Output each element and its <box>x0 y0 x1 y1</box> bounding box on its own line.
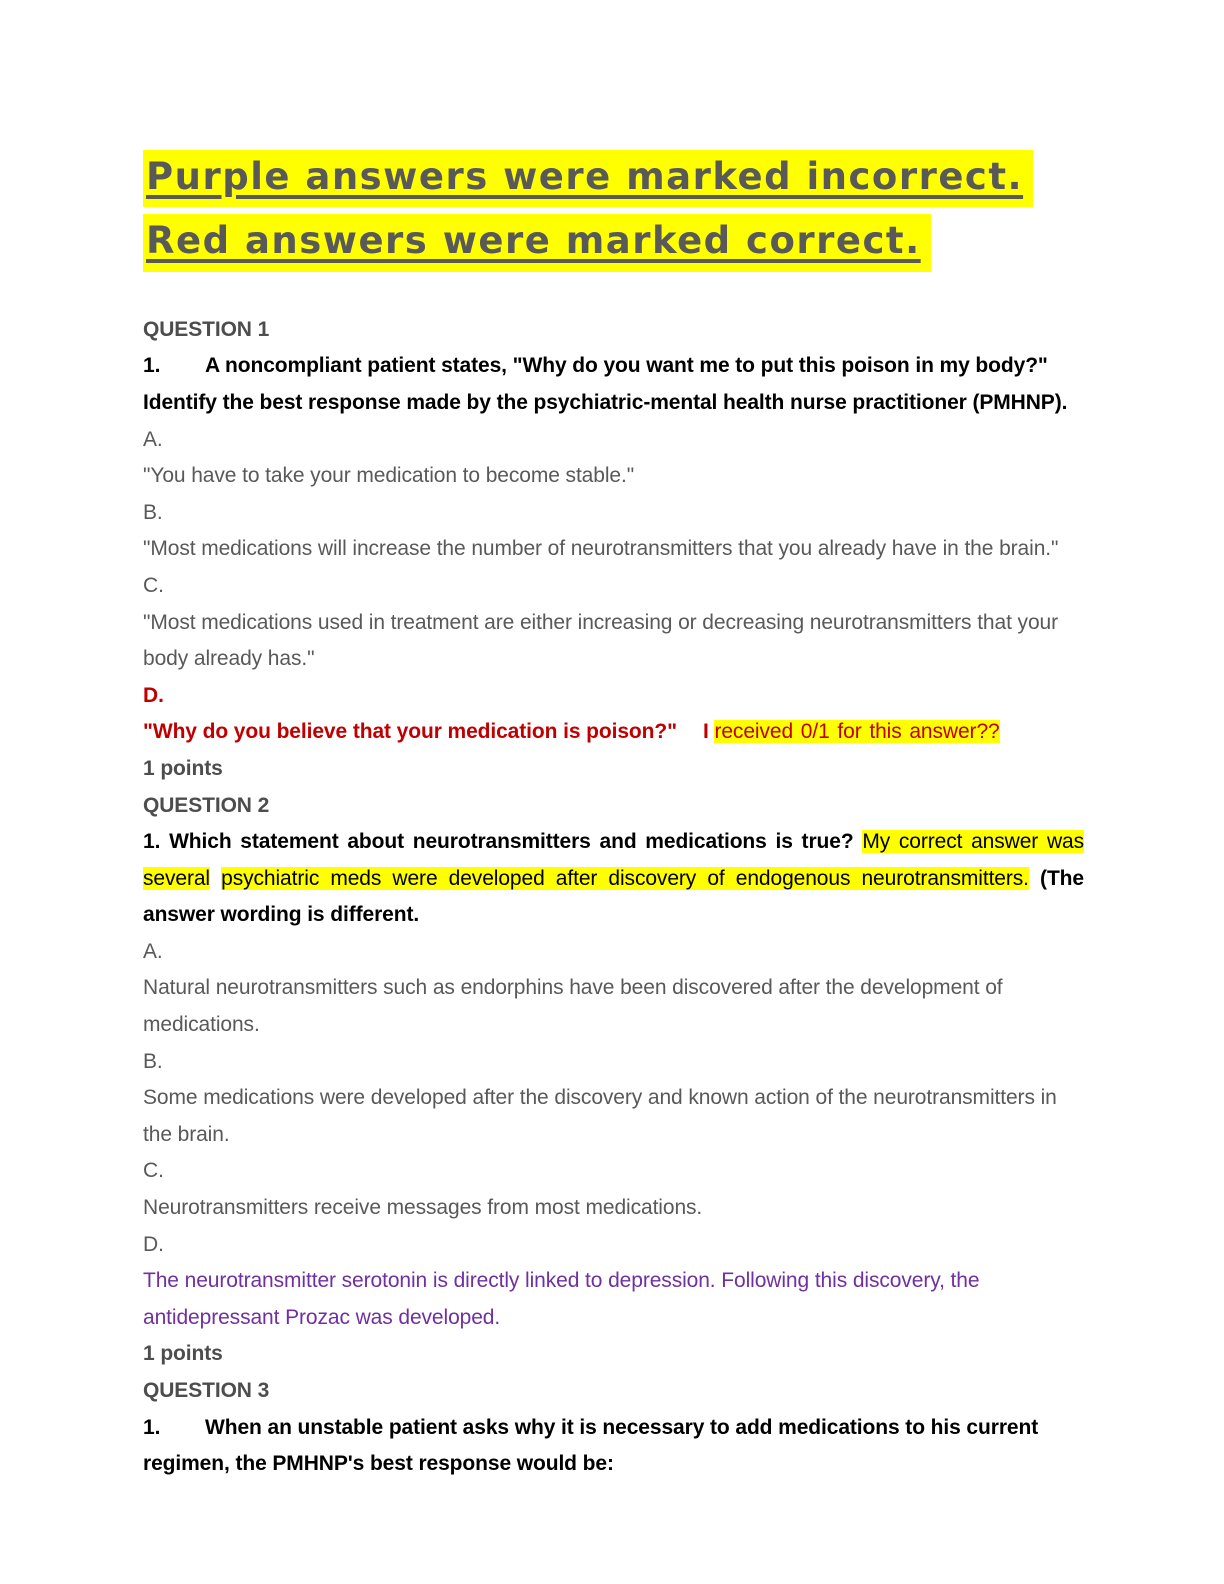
question-1-option-c-label: C. <box>143 573 164 597</box>
question-2-option-a-text: Natural neurotransmitters such as endorphins have been discovered after the development of medications. <box>143 976 1003 1037</box>
question-2-highlight-1: My correct answer was several <box>143 830 1084 890</box>
question-1-option-d-text <box>143 714 1084 751</box>
question-1-stem: A noncompliant patient states, "Why do you want me to put this poison in my body?" Identify the best response made by the psychiatric-mental health nurse practitioner (PMHNP). <box>143 354 1068 414</box>
question-1-number: 1. <box>143 354 161 378</box>
title-line-1: Purple answers were marked incorrect. <box>143 150 1033 207</box>
question-2-option-c-label: C. <box>143 1159 164 1183</box>
question-3-text <box>143 1410 1084 1483</box>
question-2-heading: QUESTION 2 <box>143 793 270 817</box>
question-1-option-b-label: B. <box>143 500 163 524</box>
question-1-option-b-text: "Most medications will increase the number of neurotransmitters that you already have in the brain." <box>143 537 1059 561</box>
score-note-highlighted: received 0/1 for this answer?? <box>714 720 1000 744</box>
question-1-option-c-text: "Most medications used in treatment are either increasing or decreasing neurotransmitters that your body already has." <box>143 610 1059 671</box>
question-1-correct-answer: "Why do you believe that your medication is poison?" <box>143 720 677 744</box>
question-2-tail-note: (The answer wording is different. <box>143 866 1084 927</box>
question-3-number: 1. <box>143 1415 161 1439</box>
question-1-option-a-label: A. <box>143 427 163 451</box>
title-line-2: Red answers were marked correct. <box>143 214 931 271</box>
score-note-lead: I <box>702 720 709 744</box>
question-2-option-b-label: B. <box>143 1049 163 1073</box>
question-2-points: 1 points <box>143 1342 223 1366</box>
question-2-highlight-2: psychiatric meds were developed after discovery of endogenous neurotransmitters. <box>221 866 1029 890</box>
question-2-option-b-text: Some medications were developed after the discovery and known action of the neurotransmitters in the brain. <box>143 1086 1057 1146</box>
document-title <box>143 150 1084 279</box>
question-2-stem: 1. Which statement about neurotransmitters and medications is true? <box>143 830 854 854</box>
question-2-incorrect-answer: The neurotransmitter serotonin is directly linked to depression. Following this discovery, the antidepressant Prozac was developed. <box>143 1269 980 1329</box>
question-2-option-d-label: D. <box>143 1232 164 1256</box>
question-2-option-a-label: A. <box>143 939 163 963</box>
question-3-heading: QUESTION 3 <box>143 1379 270 1402</box>
question-1-option-d-label: D. <box>143 683 164 707</box>
question-1-heading: QUESTION 1 <box>143 317 270 341</box>
question-1-option-a-text: "You have to take your medication to become stable." <box>143 464 635 488</box>
question-3-stem: When an unstable patient asks why it is necessary to add medications to his current regimen, the PMHNP's best response would be: <box>143 1415 1039 1476</box>
question-2-text <box>143 824 1084 934</box>
question-1-text <box>143 348 1084 421</box>
question-1-points: 1 points <box>143 756 223 780</box>
question-2-option-c-text: Neurotransmitters receive messages from most medications. <box>143 1196 703 1220</box>
